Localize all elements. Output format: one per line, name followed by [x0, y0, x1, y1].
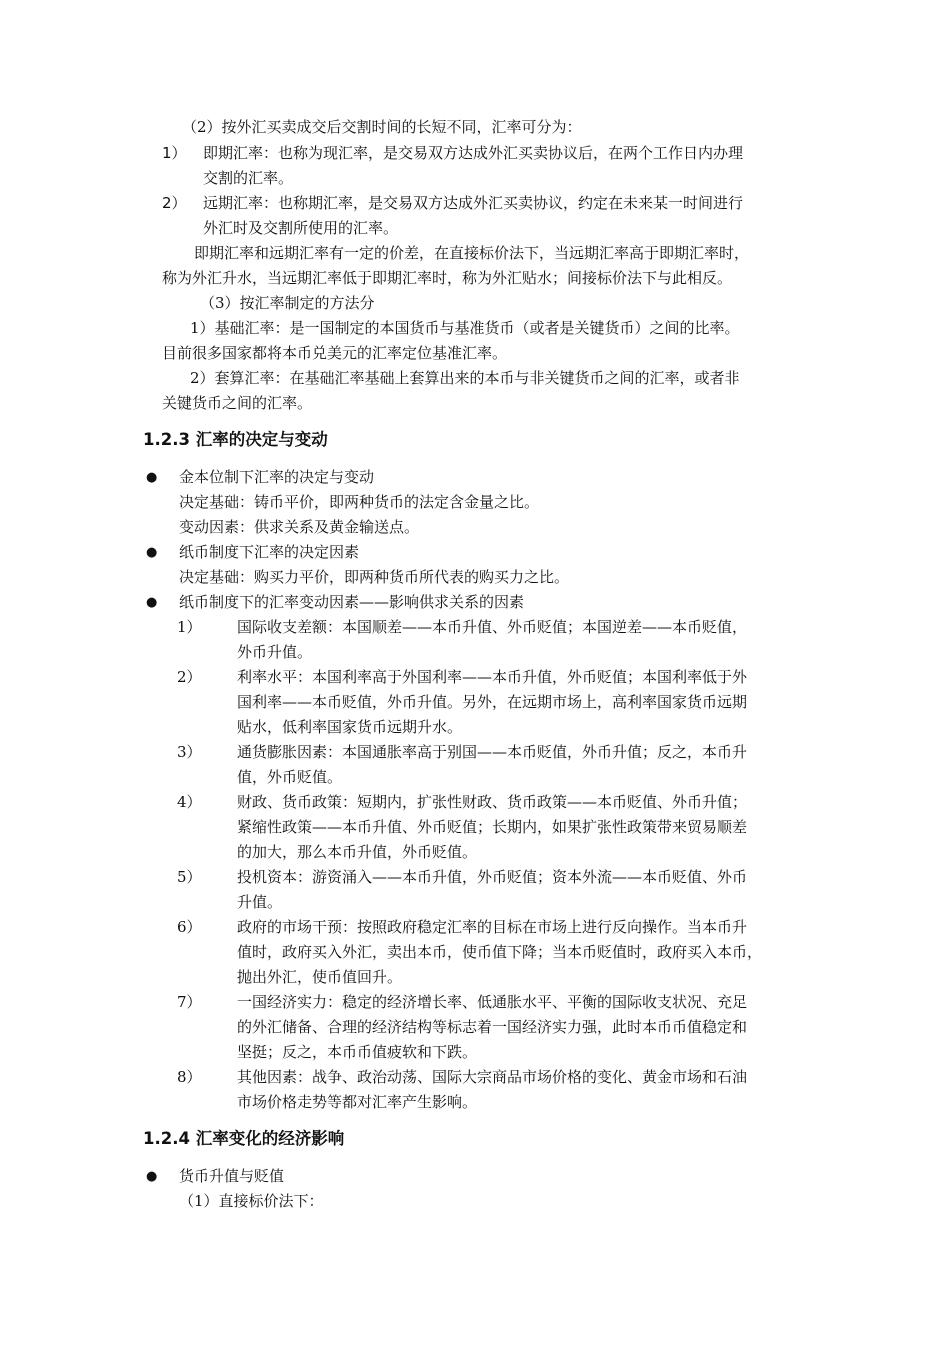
bullet-dot-icon: ●	[146, 470, 158, 485]
factor-line: 利率水平：本国利率高于外国利率——本币升值，外币贬值；本国利率低于外	[237, 668, 748, 686]
factor-line: 国际收支差额：本国顺差——本币升值、外币贬值；本国逆差——本币贬值，	[237, 618, 748, 636]
factor-line: 紧缩性政策——本币升值、外币贬值；长期内，如果扩张性政策带来贸易顺差	[237, 818, 748, 836]
factor-line: 坚挺；反之，本币币值疲软和下跌。	[237, 1043, 478, 1061]
bullet-sub-line: 决定基础：购买力平价，即两种货币所代表的购买力之比。	[179, 568, 570, 586]
list-number: 1）	[162, 144, 187, 162]
section-heading-1-2-3: 1.2.3 汇率的决定与变动	[143, 430, 328, 449]
paragraph-line: 1）基础汇率：是一国制定的本国货币与基准货币（或者是关键货币）之间的比率。	[190, 319, 740, 337]
paragraph-line: 2）套算汇率：在基础汇率基础上套算出来的本币与非关键货币之间的汇率，或者非	[190, 369, 740, 387]
factor-line: 贴水，低利率国家货币远期升水。	[237, 718, 463, 736]
section-heading-1-2-4: 1.2.4 汇率变化的经济影响	[143, 1129, 345, 1148]
factor-line: 升值。	[237, 893, 283, 911]
factor-line: 一国经济实力：稳定的经济增长率、低通胀水平、平衡的国际收支状况、充足	[237, 993, 748, 1011]
factor-number: 8）	[177, 1068, 202, 1086]
bullet-dot-icon: ●	[146, 545, 158, 560]
paragraph-line: 即期汇率和远期汇率有一定的价差，在直接标价法下，当远期汇率高于即期汇率时，	[194, 244, 750, 262]
paragraph-p2-heading: （2）按外汇买卖成交后交割时间的长短不同，汇率可分为：	[182, 118, 582, 136]
factor-line: 投机资本：游资涌入——本币升值，外币贬值；资本外流——本币贬值、外币	[237, 868, 748, 886]
factor-number: 7）	[177, 993, 202, 1011]
bullet-dot-icon: ●	[146, 595, 158, 610]
factor-line: 政府的市场干预：按照政府稳定汇率的目标在市场上进行反向操作。当本币升	[237, 918, 748, 936]
factor-line: 国利率——本币贬值，外币升值。另外，在远期市场上，高利率国家货币远期	[237, 693, 748, 711]
bullet-sub-line: （1）直接标价法下：	[179, 1192, 324, 1210]
factor-number: 3）	[177, 743, 202, 761]
list-item-line: 交割的汇率。	[203, 169, 294, 187]
factor-number: 4）	[177, 793, 202, 811]
list-number: 2）	[162, 194, 187, 212]
list-item-line: 远期汇率：也称期汇率，是交易双方达成外汇买卖协议，约定在未来某一时间进行	[203, 194, 744, 212]
factor-line: 市场价格走势等都对汇率产生影响。	[237, 1093, 478, 1111]
bullet-text: 金本位制下汇率的决定与变动	[179, 468, 375, 486]
factor-line: 值时，政府买入外汇，卖出本币，使币值下降；当本币贬值时，政府买入本币，	[237, 943, 763, 961]
bullet-text: 货币升值与贬值	[179, 1167, 285, 1185]
factor-line: 财政、货币政策：短期内，扩张性财政、货币政策——本币贬值、外币升值；	[237, 793, 748, 811]
list-item-line: 即期汇率：也称为现汇率，是交易双方达成外汇买卖协议后，在两个工作日内办理	[203, 144, 744, 162]
list-item-line: 外汇时及交割所使用的汇率。	[203, 219, 399, 237]
paragraph-line: 关键货币之间的汇率。	[162, 394, 313, 412]
factor-line: 的外汇储备、合理的经济结构等标志着一国经济实力强，此时本币币值稳定和	[237, 1018, 748, 1036]
paragraph-line: 目前很多国家都将本币兑美元的汇率定位基准汇率。	[162, 344, 508, 362]
paragraph-p3-heading: （3）按汇率制定的方法分	[200, 294, 375, 312]
factor-number: 6）	[177, 918, 202, 936]
paragraph-line: 称为外汇升水，当远期汇率低于即期汇率时，称为外汇贴水；间接标价法下与此相反。	[162, 269, 733, 287]
factor-number: 2）	[177, 668, 202, 686]
factor-line: 值，外币贬值。	[237, 768, 343, 786]
bullet-dot-icon: ●	[146, 1169, 158, 1184]
bullet-sub-line: 决定基础：铸币平价，即两种货币的法定含金量之比。	[179, 493, 540, 511]
factor-number: 5）	[177, 868, 202, 886]
bullet-sub-line: 变动因素：供求关系及黄金输送点。	[179, 518, 420, 536]
factor-line: 抛出外汇，使币值回升。	[237, 968, 403, 986]
factor-line: 其他因素：战争、政治动荡、国际大宗商品市场价格的变化、黄金市场和石油	[237, 1068, 748, 1086]
bullet-text: 纸币制度下的汇率变动因素——影响供求关系的因素	[179, 593, 525, 611]
factor-line: 的加大，那么本币升值，外币贬值。	[237, 843, 478, 861]
bullet-text: 纸币制度下汇率的决定因素	[179, 543, 360, 561]
factor-line: 通货膨胀因素：本国通胀率高于别国——本币贬值，外币升值；反之，本币升	[237, 743, 748, 761]
factor-number: 1）	[177, 618, 202, 636]
factor-line: 外币升值。	[237, 643, 313, 661]
